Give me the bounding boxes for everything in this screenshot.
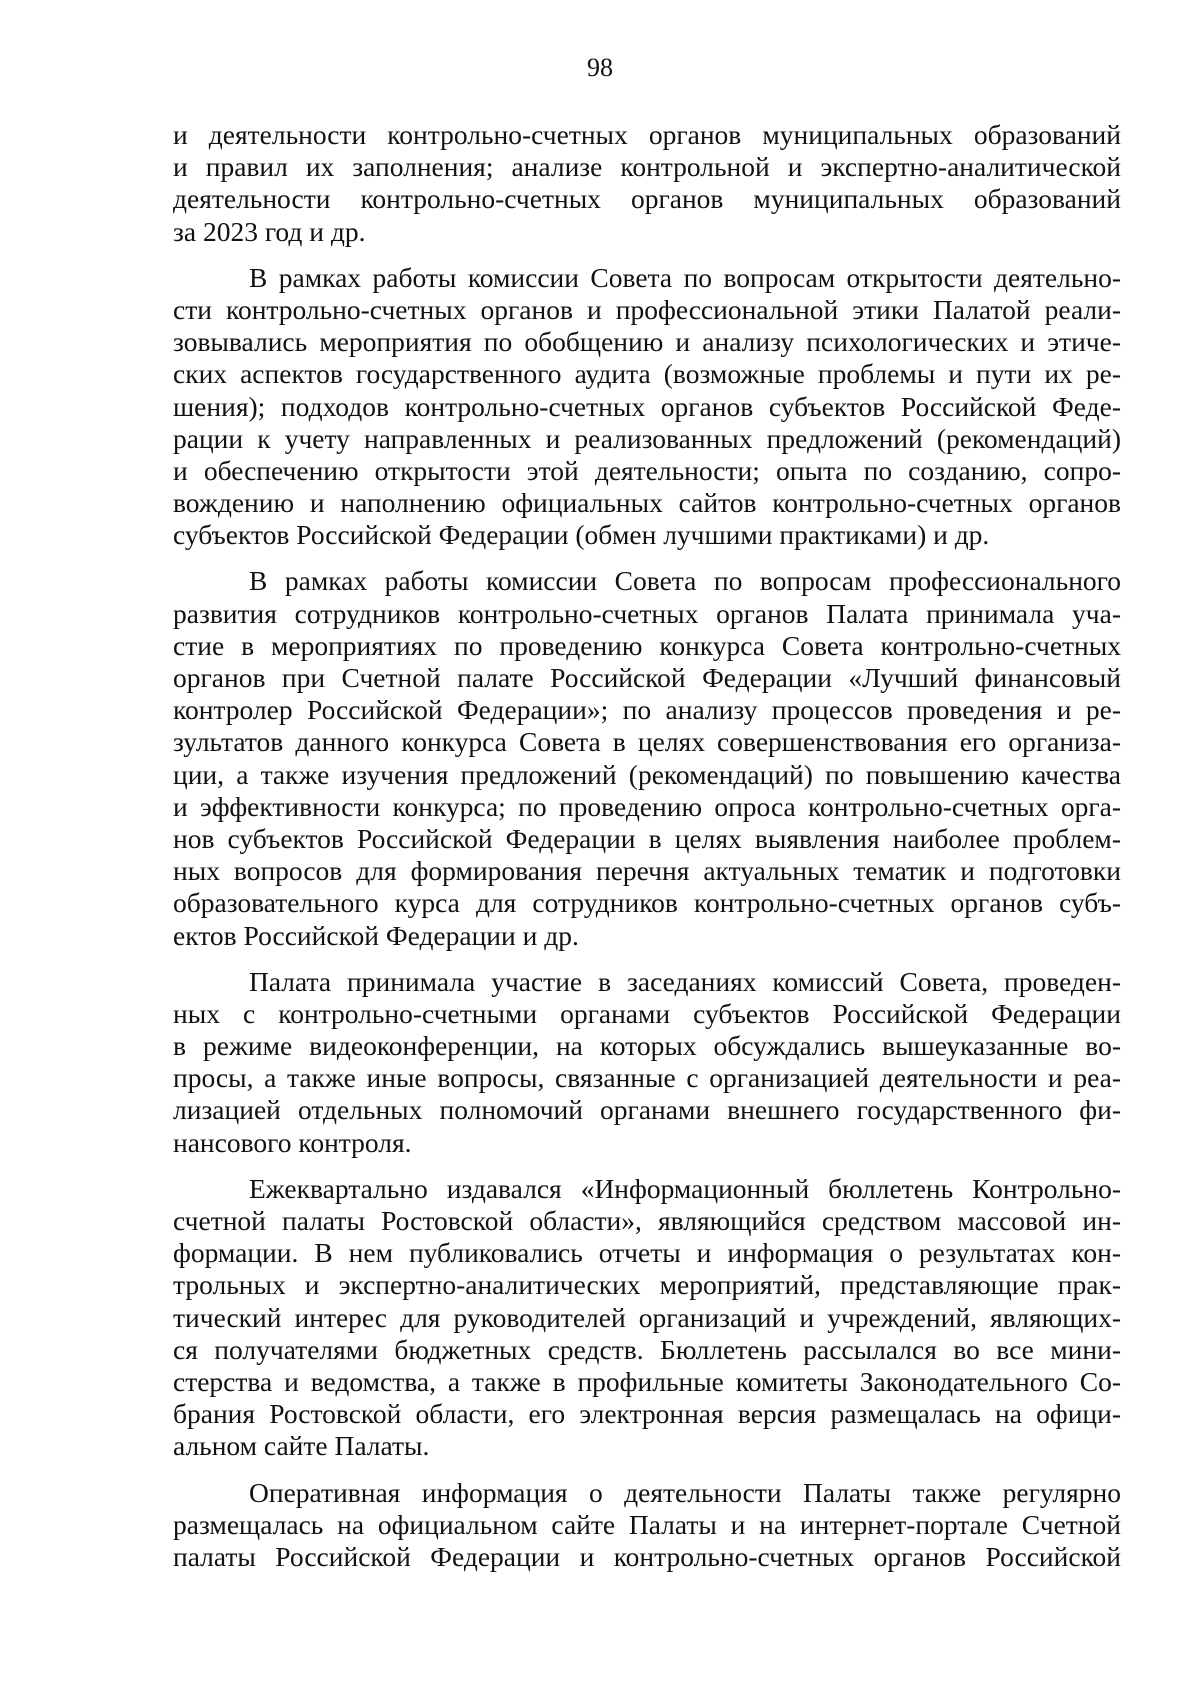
text-line: за 2023 год и др.: [173, 215, 366, 247]
text-line: нов субъектов Российской Федерации в целях выявления наиболее проблем-: [173, 822, 1121, 854]
text-line: ных вопросов для формирования перечня актуальных тематик и подготовки: [173, 855, 1121, 887]
text-line: альном сайте Палаты.: [173, 1430, 430, 1462]
text-line: ных с контрольно-счетными органами субъектов Российской Федерации: [173, 997, 1121, 1029]
text-line: стерства и ведомства, а также в профильные комитеты Законодательного Со-: [173, 1365, 1121, 1397]
text-line: счетной палаты Ростовской области», являющийся средством массовой ин-: [173, 1205, 1121, 1236]
text-line: органов при Счетной палате Российской Федерации «Лучший финансовый: [173, 662, 1121, 693]
text-line: Оперативная информация о деятельности Палаты также регулярно: [249, 1476, 1121, 1508]
text-line: ских аспектов государственного аудита (возможные проблемы и пути их ре-: [173, 358, 1121, 390]
paragraph: [173, 119, 1121, 248]
text-line: вождению и наполнению официальных сайтов контрольно-счетных органов: [173, 487, 1121, 519]
text-line: трольных и экспертно-аналитических мероприятий, представляющие прак-: [173, 1269, 1121, 1301]
text-line: и эффективности конкурса; по проведению опроса контрольно-счетных орга-: [173, 790, 1121, 822]
text-line: и обеспечению открытости этой деятельности; опыта по созданию, сопро-: [173, 454, 1121, 486]
page-number: 98: [587, 53, 613, 82]
text-line: зовывались мероприятия по обобщению и анализу психологических и этиче-: [173, 326, 1121, 358]
text-line: Ежеквартально издавался «Информационный бюллетень Контрольно-: [249, 1172, 1121, 1204]
text-line: лизацией отдельных полномочий органами внешнего государственного фи-: [173, 1094, 1121, 1126]
text-line: стие в мероприятиях по проведению конкурса Совета контрольно-счетных: [173, 629, 1121, 661]
text-line: зультатов данного конкурса Совета в целях совершенствования его организа-: [173, 726, 1121, 758]
text-line: сти контрольно-счетных органов и профессиональной этики Палатой реали-: [173, 293, 1121, 325]
text-line: брания Ростовской области, его электронная версия размещалась на офици-: [173, 1398, 1121, 1430]
text-line: тический интерес для руководителей организаций и учреждений, являющих-: [173, 1301, 1121, 1333]
body-text: [173, 119, 1121, 1587]
text-line: просы, а также иные вопросы, связанные с организацией деятельности и реа-: [173, 1062, 1121, 1094]
paragraph: [173, 966, 1121, 1159]
text-line: ции, а также изучения предложений (рекомендаций) по повышению качества: [173, 758, 1121, 790]
text-line: и деятельности контрольно-счетных органов муниципальных образований: [173, 119, 1121, 150]
text-line: контролер Российской Федерации»; по анализу процессов проведения и ре-: [173, 694, 1121, 726]
paragraph: [173, 565, 1121, 951]
text-line: формации. В нем публиковались отчеты и информация о результатах кон-: [173, 1237, 1121, 1269]
text-line: деятельности контрольно-счетных органов муниципальных образований: [173, 183, 1121, 215]
text-line: В рамках работы комиссии Совета по вопросам профессионального: [249, 565, 1121, 597]
text-line: ся получателями бюджетных средств. Бюллетень рассылался во все мини-: [173, 1333, 1121, 1365]
text-line: Палата принимала участие в заседаниях комиссий Совета, проведен-: [249, 965, 1121, 997]
text-line: нансового контроля.: [173, 1126, 412, 1158]
text-line: и правил их заполнения; анализе контрольной и экспертно-аналитической: [173, 151, 1121, 183]
text-line: субъектов Российской Федерации (обмен лучшими практиками) и др.: [173, 519, 990, 551]
text-line: рации к учету направленных и реализованных предложений (рекомендаций): [173, 422, 1121, 454]
text-line: образовательного курса для сотрудников контрольно-счетных органов субъ-: [173, 887, 1121, 919]
text-line: развития сотрудников контрольно-счетных органов Палата принимала уча-: [173, 597, 1121, 629]
paragraph: [173, 1173, 1121, 1463]
text-line: в режиме видеоконференции, на которых обсуждались вышеуказанные во-: [173, 1030, 1121, 1062]
text-line: палаты Российской Федерации и контрольно-счетных органов Российской: [173, 1540, 1121, 1572]
text-line: размещалась на официальном сайте Палаты и на интернет-портале Счетной: [173, 1508, 1121, 1540]
paragraph: [173, 1477, 1121, 1574]
paragraph: [173, 262, 1121, 552]
text-line: ектов Российской Федерации и др.: [173, 919, 579, 951]
text-line: шения); подходов контрольно-счетных органов субъектов Российской Феде-: [173, 390, 1121, 422]
text-line: В рамках работы комиссии Совета по вопросам открытости деятельно-: [249, 261, 1121, 293]
